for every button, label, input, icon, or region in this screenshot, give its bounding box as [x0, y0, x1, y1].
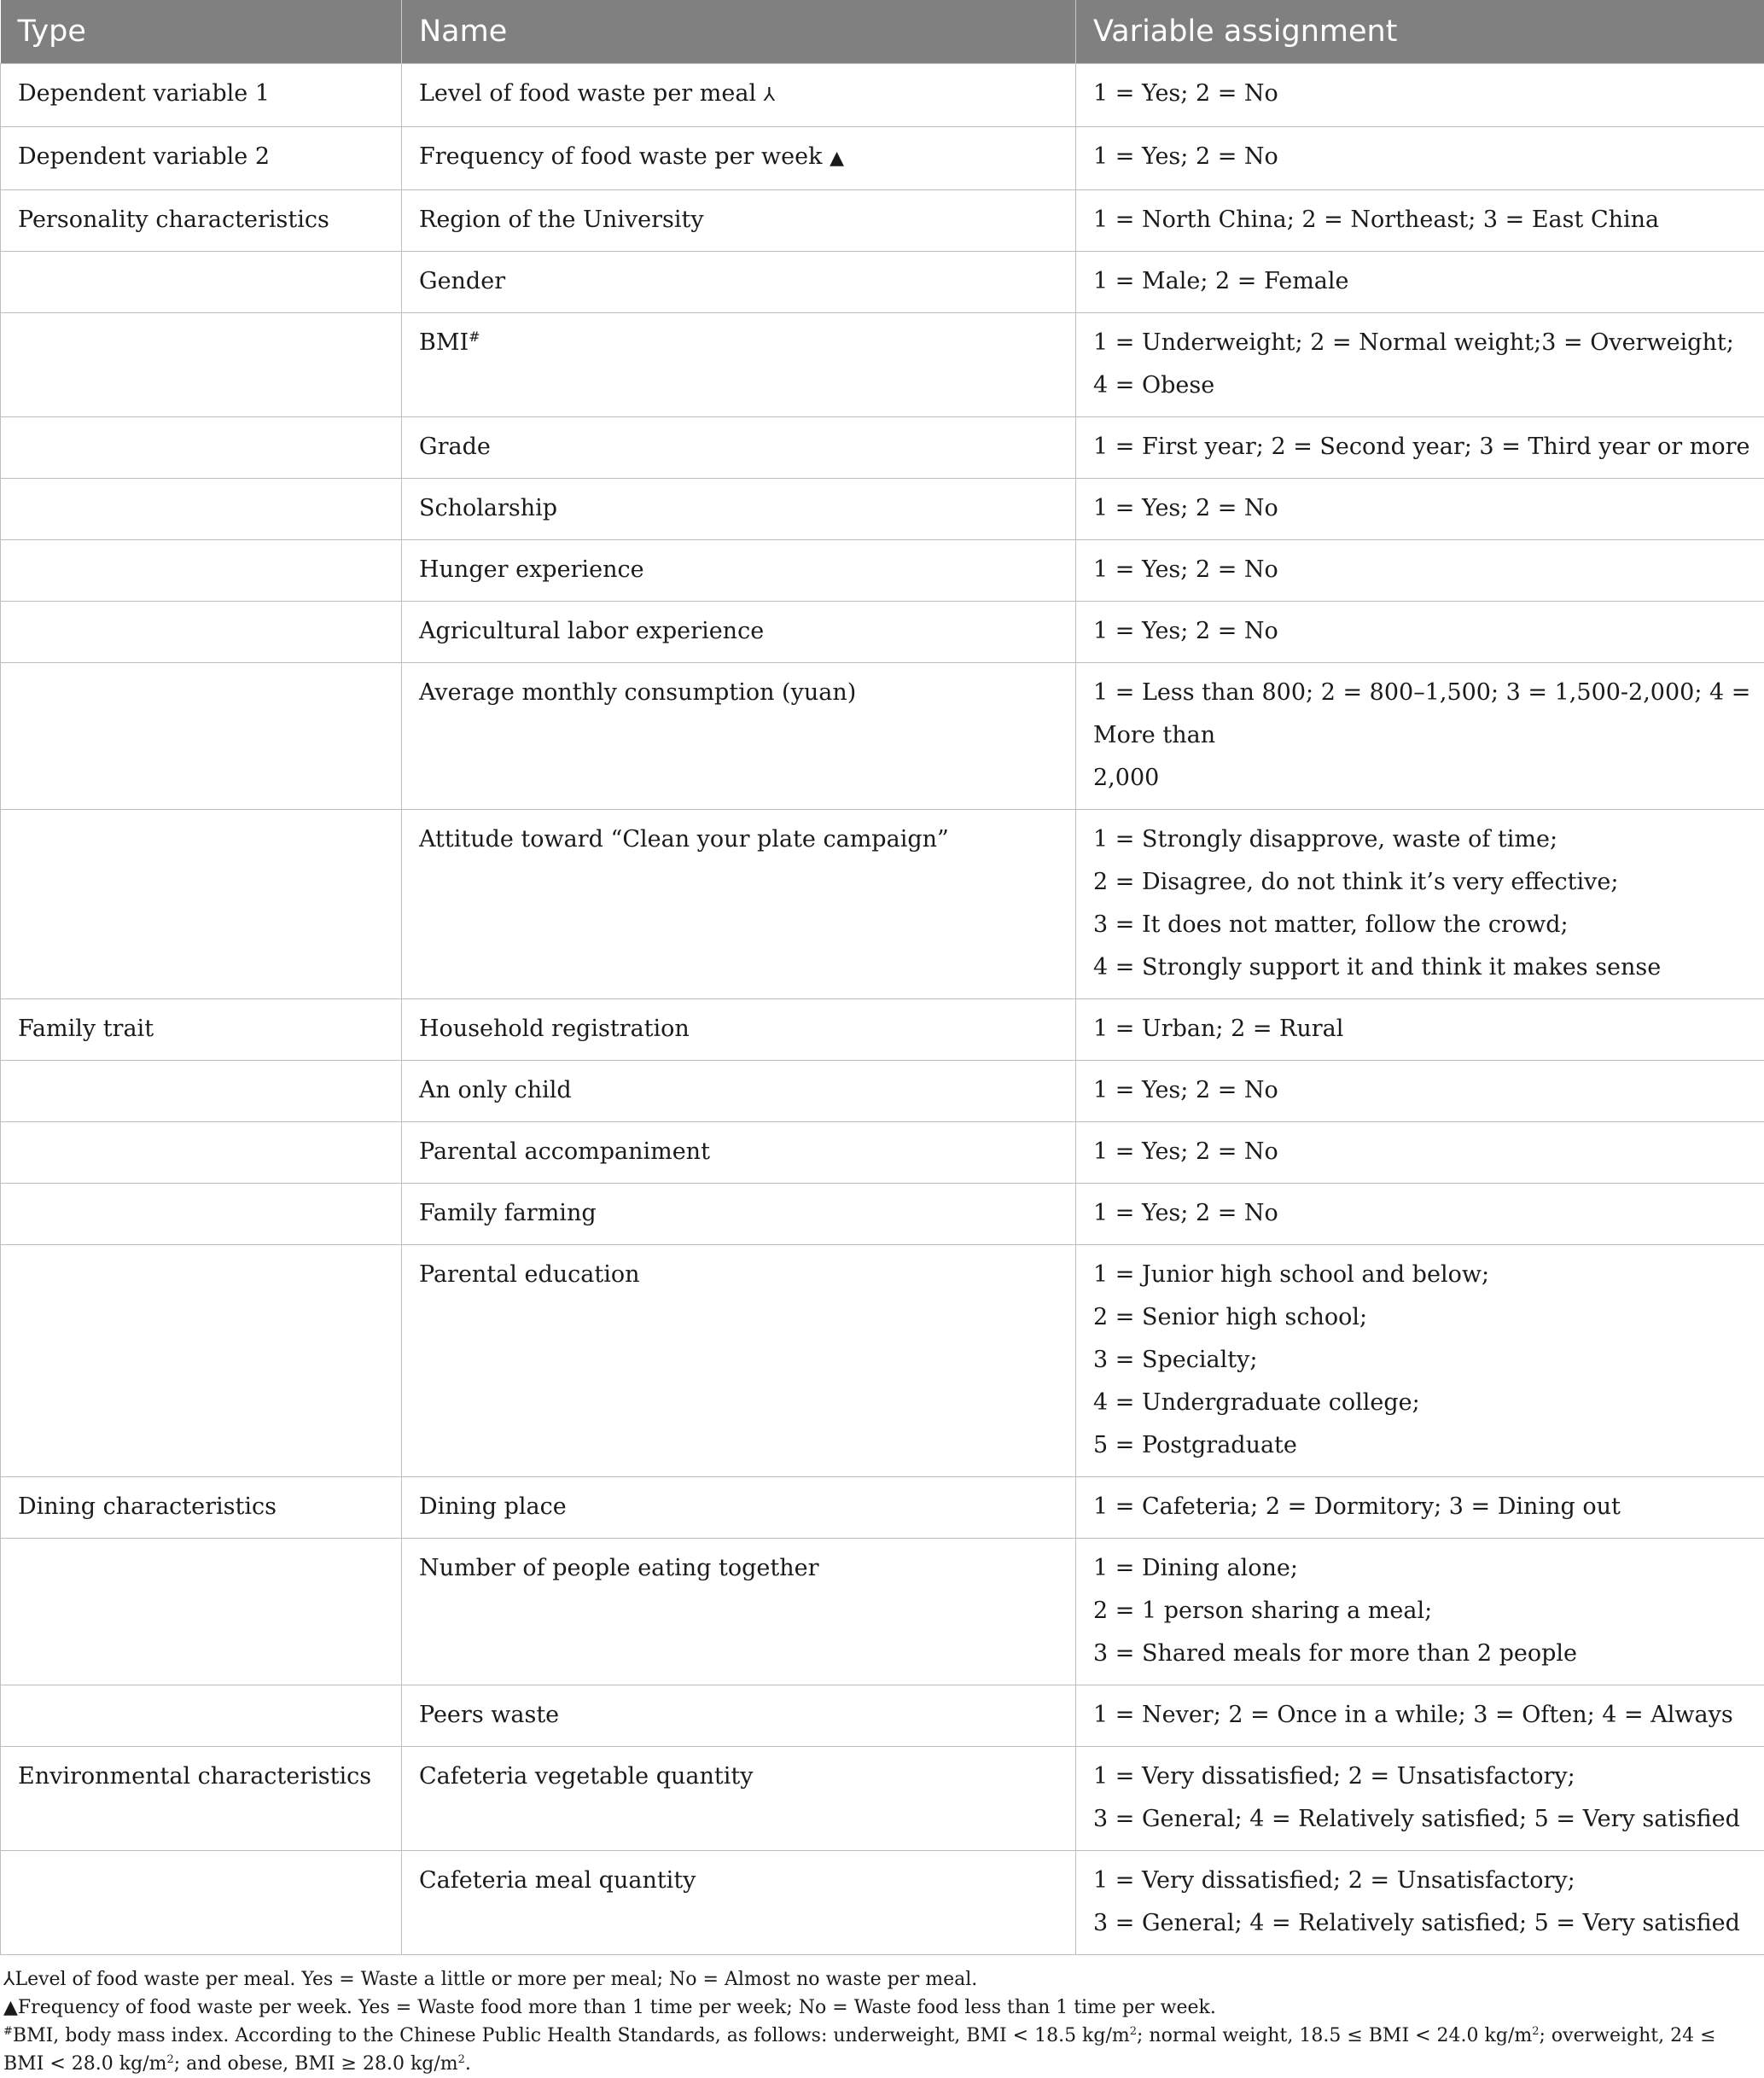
cell-type — [1, 1184, 402, 1245]
cell-variable-assignment — [1076, 1122, 1764, 1184]
assignment-line: 1 = Very dissatisfied; 2 = Unsatisfactory; — [1093, 1755, 1752, 1798]
cell-variable-assignment — [1076, 127, 1764, 190]
cell-name — [402, 602, 1076, 663]
assignment-line: 1 = Yes; 2 = No — [1093, 73, 1752, 115]
table-row — [1, 1851, 1764, 1955]
assignment-line: 1 = North China; 2 = Northeast; 3 = East China — [1093, 199, 1752, 242]
assignment-line: 3 = Shared meals for more than 2 people — [1093, 1633, 1752, 1675]
assignment-line: 1 = Yes; 2 = No — [1093, 610, 1752, 653]
assignment-line: 2 = 1 person sharing a meal; — [1093, 1590, 1752, 1633]
assignment-line: 1 = First year; 2 = Second year; 3 = Third year or more — [1093, 426, 1752, 469]
cell-type — [1, 1122, 402, 1184]
header-name: Name — [402, 0, 1076, 64]
table-row — [1, 1477, 1764, 1539]
table-row — [1, 190, 1764, 252]
variable-name: Frequency of food waste per week — [419, 143, 822, 170]
cell-type — [1, 540, 402, 602]
table-row — [1, 1245, 1764, 1477]
cell-variable-assignment — [1076, 252, 1764, 313]
cell-type — [1, 252, 402, 313]
table-body — [1, 64, 1764, 1955]
superscript: 2 — [1532, 2025, 1539, 2038]
footnote-text: . — [465, 2053, 471, 2075]
cell-variable-assignment — [1076, 64, 1764, 127]
cell-type — [1, 663, 402, 810]
variable-name: Scholarship — [419, 495, 557, 521]
cell-type — [1, 479, 402, 540]
assignment-line: 1 = Underweight; 2 = Normal weight;3 = Overweight; 4 = Obese — [1093, 322, 1752, 407]
table-row — [1, 1539, 1764, 1685]
cell-variable-assignment — [1076, 313, 1764, 417]
variable-name: Level of food waste per meal — [419, 80, 756, 107]
cell-name — [402, 1851, 1076, 1955]
table-row — [1, 127, 1764, 190]
footnote-text: BMI, body mass index. According to the Chinese Public Health Standards, as follows: underweight, BMI < 18.5 kg/m — [13, 2025, 1130, 2046]
cell-variable-assignment — [1076, 1477, 1764, 1539]
variable-name: Cafeteria vegetable quantity — [419, 1763, 753, 1790]
variable-name: Attitude toward “Clean your plate campaign” — [419, 826, 949, 853]
assignment-line: 4 = Undergraduate college; — [1093, 1382, 1752, 1424]
cell-name — [402, 1061, 1076, 1122]
footnote-waste-frequency — [3, 1994, 1761, 2022]
cell-name — [402, 663, 1076, 810]
variable-name: Parental education — [419, 1261, 640, 1288]
assignment-line: 1 = Urban; 2 = Rural — [1093, 1008, 1752, 1051]
cell-name — [402, 1539, 1076, 1685]
assignment-line: 1 = Dining alone; — [1093, 1547, 1752, 1590]
cell-variable-assignment — [1076, 810, 1764, 999]
table-row — [1, 479, 1764, 540]
table-row — [1, 999, 1764, 1061]
cell-variable-assignment — [1076, 479, 1764, 540]
cell-type — [1, 810, 402, 999]
superscript: 2 — [166, 2053, 173, 2066]
assignment-line: 1 = Cafeteria; 2 = Dormitory; 3 = Dining out — [1093, 1486, 1752, 1528]
table-row — [1, 417, 1764, 479]
cell-name — [402, 540, 1076, 602]
table-row — [1, 663, 1764, 810]
assignment-line: 3 = Specialty; — [1093, 1339, 1752, 1382]
footnote-bmi — [3, 2022, 1761, 2078]
assignment-line: 1 = Less than 800; 2 = 800–1,500; 3 = 1,500-2,000; 4 = More than — [1093, 672, 1752, 757]
assignment-line: 1 = Yes; 2 = No — [1093, 549, 1752, 591]
cell-type — [1, 1245, 402, 1477]
cell-name — [402, 810, 1076, 999]
assignment-line: 2,000 — [1093, 757, 1752, 800]
footnote-text: ; and obese, BMI ≥ 28.0 kg/m — [174, 2053, 458, 2075]
variable-name: Gender — [419, 268, 505, 294]
superscript: 2 — [458, 2053, 465, 2066]
variable-name: Dining place — [419, 1493, 567, 1520]
header-type: Type — [1, 0, 402, 64]
footnote-mark: ⅄ — [3, 1969, 15, 1990]
table-row — [1, 1061, 1764, 1122]
footnote-text: ; normal weight, 18.5 ≤ BMI < 24.0 kg/m — [1137, 2025, 1532, 2046]
cell-variable-assignment — [1076, 190, 1764, 252]
cell-name — [402, 1122, 1076, 1184]
cell-type: Dependent variable 1 — [1, 64, 402, 127]
assignment-line: 3 = It does not matter, follow the crowd; — [1093, 904, 1752, 946]
table-header — [1, 0, 1764, 64]
cell-name — [402, 1685, 1076, 1747]
cell-variable-assignment — [1076, 1539, 1764, 1685]
assignment-line: 3 = General; 4 = Relatively satisfied; 5 = Very satisfied — [1093, 1902, 1752, 1945]
cell-variable-assignment — [1076, 417, 1764, 479]
assignment-line: 1 = Yes; 2 = No — [1093, 136, 1752, 178]
cell-type — [1, 1851, 402, 1955]
assignment-line: 2 = Senior high school; — [1093, 1296, 1752, 1339]
table-row — [1, 252, 1764, 313]
cell-type — [1, 1061, 402, 1122]
cell-name — [402, 999, 1076, 1061]
table-row — [1, 313, 1764, 417]
cell-name — [402, 64, 1076, 127]
assignment-line: 1 = Yes; 2 = No — [1093, 1192, 1752, 1235]
cell-type: Dining characteristics — [1, 1477, 402, 1539]
cell-variable-assignment — [1076, 663, 1764, 810]
table-row — [1, 1184, 1764, 1245]
footnote-reference: ▲ — [830, 148, 844, 169]
cell-variable-assignment — [1076, 1061, 1764, 1122]
cell-variable-assignment — [1076, 1184, 1764, 1245]
footnote-text: ; overweight, 24 ≤ BMI < 28.0 kg/m — [3, 2025, 1716, 2075]
footnote-mark: # — [3, 2025, 13, 2038]
cell-type: Dependent variable 2 — [1, 127, 402, 190]
variable-name: Number of people eating together — [419, 1555, 819, 1581]
variable-name: Hunger experience — [419, 556, 644, 583]
table-row — [1, 64, 1764, 127]
cell-variable-assignment — [1076, 999, 1764, 1061]
variable-name: Region of the University — [419, 207, 704, 233]
cell-name — [402, 1747, 1076, 1851]
cell-type — [1, 313, 402, 417]
superscript: 2 — [1130, 2025, 1137, 2038]
variable-name: Household registration — [419, 1016, 690, 1042]
cell-name — [402, 417, 1076, 479]
cell-name — [402, 1477, 1076, 1539]
variable-name: Parental accompaniment — [419, 1138, 710, 1165]
variable-name: Grade — [419, 434, 491, 460]
assignment-line: 2 = Disagree, do not think it’s very effective; — [1093, 861, 1752, 904]
assignment-line: 5 = Postgraduate — [1093, 1424, 1752, 1467]
assignment-line: 1 = Yes; 2 = No — [1093, 487, 1752, 530]
header-row — [1, 0, 1764, 64]
cell-name — [402, 127, 1076, 190]
assignment-line: 1 = Male; 2 = Female — [1093, 260, 1752, 303]
table-footnotes — [0, 1955, 1764, 2078]
cell-name — [402, 313, 1076, 417]
cell-name — [402, 190, 1076, 252]
table-row — [1, 1685, 1764, 1747]
cell-variable-assignment — [1076, 1245, 1764, 1477]
cell-type: Family trait — [1, 999, 402, 1061]
variable-name: Cafeteria meal quantity — [419, 1867, 696, 1894]
cell-variable-assignment — [1076, 602, 1764, 663]
footnote-text: Frequency of food waste per week. Yes = Waste food more than 1 time per week; No = Waste food less than 1 time per week. — [18, 1997, 1216, 2018]
footnote-waste-level — [3, 1965, 1761, 1994]
table-row — [1, 602, 1764, 663]
table-row — [1, 1122, 1764, 1184]
cell-type — [1, 602, 402, 663]
cell-name — [402, 1245, 1076, 1477]
assignment-line: 1 = Never; 2 = Once in a while; 3 = Often; 4 = Always — [1093, 1694, 1752, 1737]
assignment-line: 3 = General; 4 = Relatively satisfied; 5 = Very satisfied — [1093, 1798, 1752, 1841]
table-row — [1, 810, 1764, 999]
cell-variable-assignment — [1076, 540, 1764, 602]
assignment-line: 1 = Strongly disapprove, waste of time; — [1093, 818, 1752, 861]
cell-variable-assignment — [1076, 1685, 1764, 1747]
cell-type: Personality characteristics — [1, 190, 402, 252]
cell-variable-assignment — [1076, 1851, 1764, 1955]
cell-name — [402, 479, 1076, 540]
variable-name: Peers waste — [419, 1702, 559, 1728]
cell-type — [1, 417, 402, 479]
assignment-line: 1 = Yes; 2 = No — [1093, 1131, 1752, 1173]
cell-type — [1, 1539, 402, 1685]
assignment-line: 1 = Junior high school and below; — [1093, 1254, 1752, 1296]
assignment-line: 1 = Very dissatisfied; 2 = Unsatisfactory; — [1093, 1860, 1752, 1902]
footnote-mark: ▲ — [3, 1997, 18, 2018]
cell-name — [402, 1184, 1076, 1245]
variable-name: Family farming — [419, 1200, 597, 1226]
cell-variable-assignment — [1076, 1747, 1764, 1851]
cell-type — [1, 1685, 402, 1747]
variable-name: An only child — [419, 1077, 572, 1103]
footnote-reference: ⅄ — [764, 84, 775, 106]
variable-name: BMI — [419, 329, 469, 356]
variable-name: Agricultural labor experience — [419, 618, 764, 644]
table-row — [1, 540, 1764, 602]
table-row — [1, 1747, 1764, 1851]
cell-type: Environmental characteristics — [1, 1747, 402, 1851]
cell-name — [402, 252, 1076, 313]
assignment-line: 1 = Yes; 2 = No — [1093, 1069, 1752, 1112]
footnote-text: Level of food waste per meal. Yes = Waste a little or more per meal; No = Almost no waste per meal. — [15, 1969, 977, 1990]
footnote-reference: # — [469, 329, 480, 345]
header-variable-assignment: Variable assignment — [1076, 0, 1764, 64]
assignment-line: 4 = Strongly support it and think it makes sense — [1093, 946, 1752, 989]
variable-name: Average monthly consumption (yuan) — [419, 679, 856, 706]
